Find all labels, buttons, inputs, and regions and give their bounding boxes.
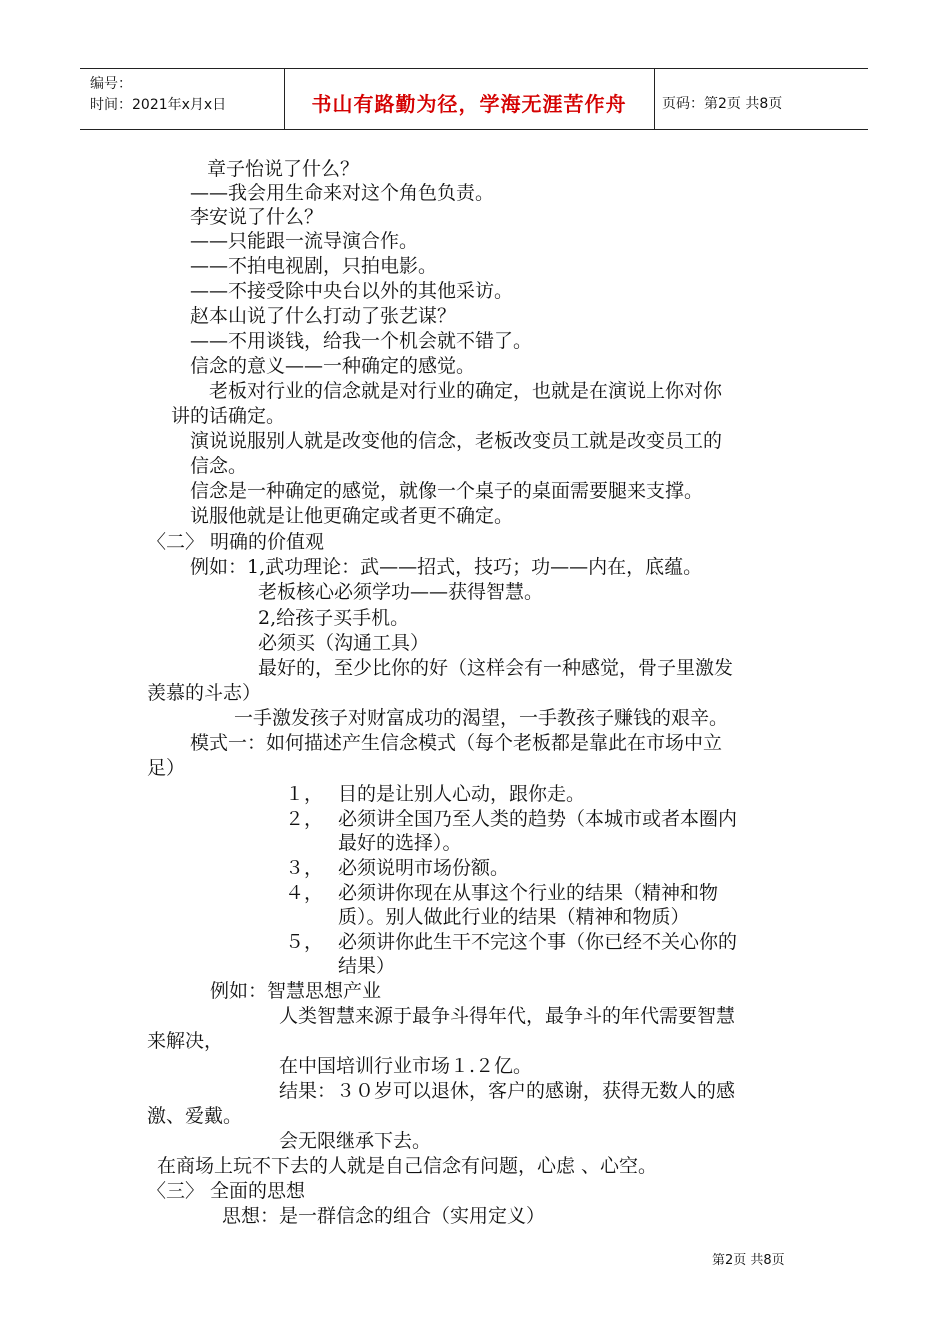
list-item-number: ３， bbox=[285, 857, 324, 879]
text-line: ——不用谈钱，给我一个机会就不错了。 bbox=[190, 330, 533, 352]
text-line: 在商场上玩不下去的人就是自己信念有问题，心虑 、心空。 bbox=[157, 1155, 658, 1177]
text-line: 在中国培训行业市场１.２亿。 bbox=[279, 1055, 533, 1077]
text-line: ——不接受除中央台以外的其他采访。 bbox=[190, 280, 514, 302]
text-line: 思想：是一群信念的组合（实用定义） bbox=[222, 1205, 546, 1227]
text-line: 最好的，至少比你的好（这样会有一种感觉，骨子里激发 bbox=[258, 657, 734, 679]
list-item-number: １， bbox=[285, 783, 324, 805]
list-item-number: ５， bbox=[285, 931, 324, 953]
text-line: 一手激发孩子对财富成功的渴望，一手教孩子赚钱的艰辛。 bbox=[234, 707, 729, 729]
header-info-cell bbox=[80, 69, 285, 129]
date-label: 时间：2021年x月x日 bbox=[90, 97, 227, 113]
list-item-number: ４， bbox=[285, 882, 324, 904]
text-line: 例如：智慧思想产业 bbox=[210, 980, 382, 1002]
list-item-text: 必须讲你现在从事这个行业的结果（精神和物 bbox=[338, 882, 719, 904]
text-line: 人类智慧来源于最争斗得年代，最争斗的年代需要智慧 bbox=[279, 1005, 736, 1027]
motto-text: 书山有路勤为径，学海无涯苦作舟 bbox=[311, 92, 627, 116]
section-heading: 〈三〉 全面的思想 bbox=[147, 1180, 306, 1202]
text-line: 信念是一种确定的感觉，就像一个桌子的桌面需要腿来支撑。 bbox=[190, 480, 704, 502]
text-line: 结果：３０岁可以退休，客户的感谢，获得无数人的感 bbox=[279, 1080, 736, 1102]
text-line: 信念的意义——一种确定的感觉。 bbox=[190, 355, 476, 377]
text-line: 会无限继承下去。 bbox=[279, 1130, 432, 1152]
text-line: 演说说服别人就是改变他的信念，老板改变员工就是改变员工的 bbox=[190, 430, 723, 452]
number-label: 编号： bbox=[90, 76, 132, 92]
text-line: 李安说了什么？ bbox=[190, 206, 324, 228]
text-line: 来解决， bbox=[147, 1030, 224, 1052]
text-line: 老板对行业的信念就是对行业的确定，也就是在演说上你对你 bbox=[209, 380, 723, 402]
text-line: 章子怡说了什么？ bbox=[207, 158, 360, 180]
text-line: 激、爱戴。 bbox=[147, 1105, 243, 1127]
header-page-cell bbox=[654, 69, 868, 129]
list-item-text: 必须讲全国乃至人类的趋势（本城市或者本圈内 bbox=[338, 808, 738, 830]
text-line: 足） bbox=[147, 757, 186, 779]
text-line: ——不拍电视剧，只拍电影。 bbox=[190, 255, 438, 277]
page-footer: 第2页 共8页 bbox=[712, 1253, 785, 1268]
text-line: ——只能跟一流导演合作。 bbox=[190, 230, 419, 252]
document-header bbox=[80, 68, 868, 130]
list-item-text-cont: 结果） bbox=[338, 955, 396, 977]
text-line: 必须买（沟通工具） bbox=[258, 632, 430, 654]
text-line: 模式一：如何描述产生信念模式（每个老板都是靠此在市场中立 bbox=[190, 732, 723, 754]
list-item-text: 必须说明市场份额。 bbox=[338, 857, 510, 879]
list-item-number: ２， bbox=[285, 808, 324, 830]
text-line: 羡慕的斗志） bbox=[147, 682, 262, 704]
header-motto-cell bbox=[284, 69, 655, 129]
text-line: 说服他就是让他更确定或者更不确定。 bbox=[190, 505, 514, 527]
text-line: ——我会用生命来对这个角色负责。 bbox=[190, 182, 495, 204]
list-item-text: 目的是让别人心动，跟你走。 bbox=[338, 783, 586, 805]
text-line: 老板核心必须学功——获得智慧。 bbox=[258, 581, 544, 603]
list-item-text-cont: 质）。别人做此行业的结果（精神和物质） bbox=[338, 906, 690, 928]
text-line: 信念。 bbox=[190, 455, 248, 477]
text-line: 例如：1,武功理论：武——招式，技巧；功——内在，底蕴。 bbox=[190, 556, 703, 578]
list-item-text: 必须讲你此生干不完这个事（你已经不关心你的 bbox=[338, 931, 738, 953]
text-line: 2,给孩子买手机。 bbox=[258, 607, 410, 629]
text-line: 赵本山说了什么打动了张艺谋？ bbox=[190, 305, 457, 327]
page-label: 页码：第2页 共8页 bbox=[662, 96, 783, 112]
text-line: 讲的话确定。 bbox=[171, 405, 286, 427]
section-heading: 〈二〉 明确的价值观 bbox=[147, 531, 325, 553]
list-item-text-cont: 最好的选择）。 bbox=[338, 832, 462, 854]
